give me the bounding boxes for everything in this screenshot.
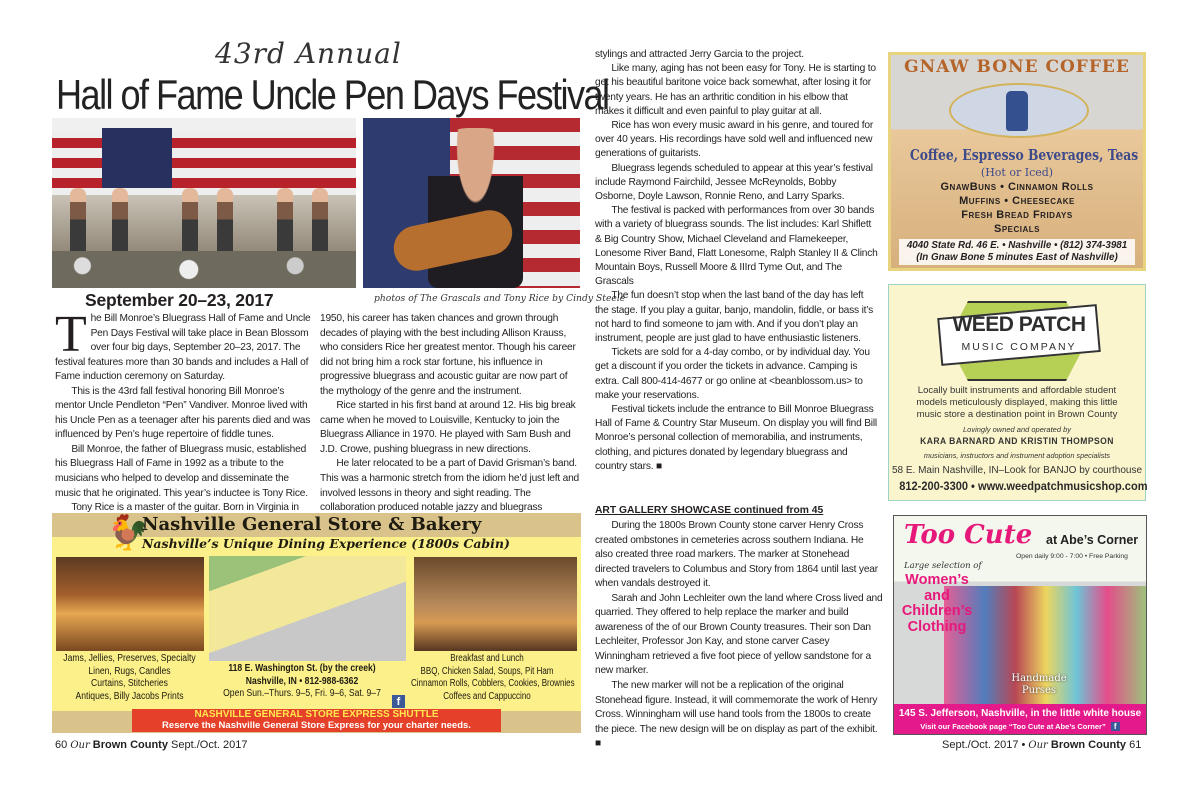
paragraph: Tony Rice is a master of the guitar. Born in Virginia in [71,502,299,514]
paragraph: Rice started in his first band at around 12. His big break came when he moved to Louisville, Kentucky to join the Bluegrass Alliance in 1970. He played with Sam Bush and J.D. Crowe, pushing bluegrass in new directions. [320,400,576,455]
magazine-name: Brown County [1050,739,1127,751]
article-column-3 [595,48,879,474]
magazine-our: Our [70,740,90,751]
paragraph: The festival is packed with performances from over 30 bands with a variety of bluegrass sounds. The list includes: Karl Shiflett & Big Country Show, Michael Cleveland and Flamekeeper, Lonesome River Band, Flatt Lonesome, Ralph Stanley II & Clinch Mountain Boys, Russell Moore & IIIrd Tyme Out, and The Grascals [595,205,878,288]
paragraph: Bill Monroe, the father of Bluegrass music, established his Bluegrass Hall of Fame in 1992 as a tribute to the musicians who helped to develop and disseminate the music that he originated. This year’s inductee is Tony Rice. [55,443,308,499]
logo-sub: MUSIC COMPANY [961,341,1077,353]
flag-canton [102,128,172,188]
ad-title: Too Cute [904,520,1033,550]
folio-left [55,739,247,751]
ad-address: 58 E. Main Nashville, IN–Look for BANJO by courthouse [891,465,1143,476]
store-hours: Open daily 9:00 - 7:00 • Free Parking [1016,553,1128,560]
article-title: Hall of Fame Uncle Pen Days Festival [56,71,609,118]
directions: (In Gnaw Bone 5 minutes East of Nashville) [916,252,1118,263]
ad-subheadline: (Hot or Iced) [980,166,1054,179]
shuttle-text: Reserve the Nashville General Store Express for your charter needs. [162,720,471,731]
paragraph: he Bill Monroe’s Bluegrass Hall of Fame and Uncle Pen Days Festival will take place in Bean Blossom over four big days, September 20–23, 2017. The festival features more than 30 bands and includes a Hall of Fame induction ceremony on Saturday. [55,313,311,383]
list-item: Coffees and Cappuccino [443,690,531,702]
article-column-1 [55,306,315,516]
folio-right: Sept./Oct. 2017 • Our Brown County 61 [942,739,1142,751]
paragraph: The new marker will not be a replication of the original Stonehead figure. Instead, it will commemorate the work of Henry Cross. Winningham will use hand tools from the 1800s to create the piece. The new design will be on display as part of the exhibit. ■ [595,680,878,750]
shuttle-banner [132,709,501,732]
paragraph: Tickets are sold for a 4-day combo, or by individual day. You get a discount if you order the tickets in advance. Camping is extra. Call 800-414-4677 or go online at <beanblossom.us> to make your reservations. [595,347,870,401]
band-photo [52,118,356,288]
paragraph: This is the 43rd fall festival honoring Bill Monroe’s mentor Uncle Pendleton “Pen” Vandiver. Monroe lived with his Uncle Pen as a teenager after his parents died and was influenced by Pen’s huge repertoire of fiddle tunes. [55,385,311,441]
list-item: Linen, Rugs, Candles [88,665,171,677]
magazine-name: Brown County [92,739,168,751]
menu-item: Muffins • Cheesecake [959,195,1075,207]
ad-contact: 812-200-3300 • www.weedpatchmusicshop.com [899,479,1148,493]
weed-patch-ad [888,284,1146,501]
paragraph: 1950, his career has taken chances and grown through decades of playing with the best including Allison Krauss, who considers Rice her greatest mentor. Though his career did not bring him a rock star fortune, his influence in progressive bluegrass and acoustic guitar are now part of the mythology of the genre and the instrument. [320,313,576,397]
gnaw-bone-coffee-ad [888,52,1146,271]
menu-item: Fresh Bread Fridays [961,209,1073,221]
musician [70,188,86,258]
clothing-label: Women’s and Children’s Clothing [901,572,973,635]
merchandise-list [54,653,205,703]
address-line: 4040 State Rd. 46 E. • Nashville • (812) 374-3981 [906,240,1128,251]
list-item: Breakfast and Lunch [450,653,524,664]
store-hours: Open Sun.–Thurs. 9–5, Fri. 9–6, Sat. 9–7 [223,688,381,699]
store-interior-photo [56,557,204,651]
paragraph: stylings and attracted Jerry Garcia to the project. [595,49,804,60]
drop-cap: T [55,306,87,363]
address-line: Nashville, IN • 812-988-6362 [245,675,359,687]
store-address [207,663,396,701]
list-item: Curtains, Stitcheries [91,678,168,689]
dining-room-photo [414,557,577,651]
ad-description: Locally built instruments and affordable student models meticulously displayed, making this little music store a destination point in Brown County [916,385,1118,420]
musician [277,188,293,258]
list-item: Jams, Jellies, Preserves, Specialty [63,653,196,664]
art-gallery-text [595,519,883,752]
facebook-icon[interactable]: f [1111,722,1120,731]
ad-address: 145 S. Jefferson, Nashville, in the little white house [898,708,1142,719]
paragraph: Rice has won every music award in his genre, and toured for over 40 years. His recordings have sold well and influenced new generations of guitarists. [595,120,874,160]
issue-date: Sept./Oct. 2017 [942,739,1019,751]
audience [52,251,356,288]
list-item: BBQ, Chicken Salad, Soups, Pit Ham [420,665,554,677]
ad-title: GNAW BONE COFFEE [904,57,1130,77]
menu-item: GnawBuns • Cinnamon Rolls [940,181,1094,193]
purses-label: Handmade Purses [1011,673,1067,696]
article-kicker: 43rd Annual [215,37,402,70]
art-gallery-heading: ART GALLERY SHOWCASE continued from 45 [595,505,824,516]
photo-credit: photos of The Grascals and Tony Rice by Cindy Steele [374,293,626,304]
coffee-pot-icon [1006,91,1028,131]
general-store-ad [52,513,581,733]
ad-location: at Abe’s Corner [1046,533,1139,547]
menu-list [411,653,575,703]
paragraph: He later relocated to be a part of David Grisman’s band. This was a harmonic stretch from the idiom he’d just left and involved lessons in theory and sight reading. The collaboration produced notable jazzy and bluegrass [320,458,580,514]
ad-headline: Coffee, Espresso Beverages, Teas [909,147,1139,164]
paragraph: Sarah and John Lechleiter own the land where Cross lived and quarried. They offered to help replace the marker and build awareness of the of our Brown County treasures. Their son Dan Lechleiter, Professor Jon Kay, and stone carver Casey Winningham retrieved a five foot piece of yellow sandstone for a new marker. [595,592,883,677]
paragraph: The fun doesn’t stop when the last band of the day has left the stage. If you play a guitar, banjo, mandolin, fiddle, or bass it’s not hard to find someone to jam with. And if you don’t play an instrument, people are just glad to have enthusiastic listeners. [595,290,874,345]
facebook-icon[interactable]: f [392,695,405,708]
page-number: 60 [55,739,68,751]
magazine-our: Our [1028,740,1048,751]
ad-subtitle: Nashville’s Unique Dining Experience (1800s Cabin) [142,536,510,551]
too-cute-ad [893,515,1147,735]
paragraph: Festival tickets include the entrance to Bill Monroe Bluegrass Hall of Fame & Country Star Museum. On display you will find Bill Monroe’s personal collection of memorabilia, and instruments, clothing, and pictures donated by legendary bluegrass and country stars. ■ [595,404,877,472]
owned-by: Lovingly owned and operated by [963,425,1071,434]
address-bar [894,704,1146,735]
address-line: 118 E. Washington St. (by the creek) [228,663,376,674]
selection-label: Large selection of [904,561,982,571]
issue-date: Sept./Oct. 2017 [171,739,248,751]
article-column-2 [320,312,582,516]
list-item: Cinnamon Rolls, Cobblers, Cookies, Brownies [411,678,575,689]
menu-item: Specials [993,223,1040,235]
rooster-icon: 🐓 [107,514,150,552]
paragraph: Like many, aging has not been easy for Tony. He is starting to get his beautiful baritone voice back somewhat, after losing it for twenty years. He has an arthritic condition in his elbow that makes it difficult and even painful to play guitar at all. [595,63,876,117]
musician [312,188,328,258]
facebook-text: Visit our Facebook page “Too Cute at Abe’s Corner” [920,722,1106,731]
page-number: 61 [1129,739,1142,751]
shuttle-title: NASHVILLE GENERAL STORE EXPRESS SHUTTLE [194,709,439,720]
list-item: Antiques, Billy Jacobs Prints [75,690,184,702]
logo-name: WEED PATCH [952,313,1086,336]
storefront-photo [209,556,406,661]
paragraph: During the 1800s Brown County stone carver Henry Cross created ombstones in cemeteries across southern Indiana. He also created three road markers. The marker at Stonehead directed travelers to Columbus and Story from 1864 until last year when vandals destroyed it. [595,520,878,590]
ad-address [899,239,1135,265]
musician [112,188,128,258]
musician [217,188,233,258]
owners: KARA BARNARD AND KRISTIN THOMPSON [920,436,1114,447]
tony-rice-photo [363,118,580,288]
ad-title: Nashville General Store & Bakery [142,514,482,535]
musician [182,188,198,258]
paragraph: Bluegrass legends scheduled to appear at this year’s festival include Raymond Fairchild, Jessee McReynolds, Bobby Osborne, Doyle Lawson, Ronnie Reno, and Larry Sparks. [595,162,873,203]
festival-dates: September 20–23, 2017 [85,290,274,310]
specialists: musicians, instructors and instrument adoption specialists [923,451,1111,460]
